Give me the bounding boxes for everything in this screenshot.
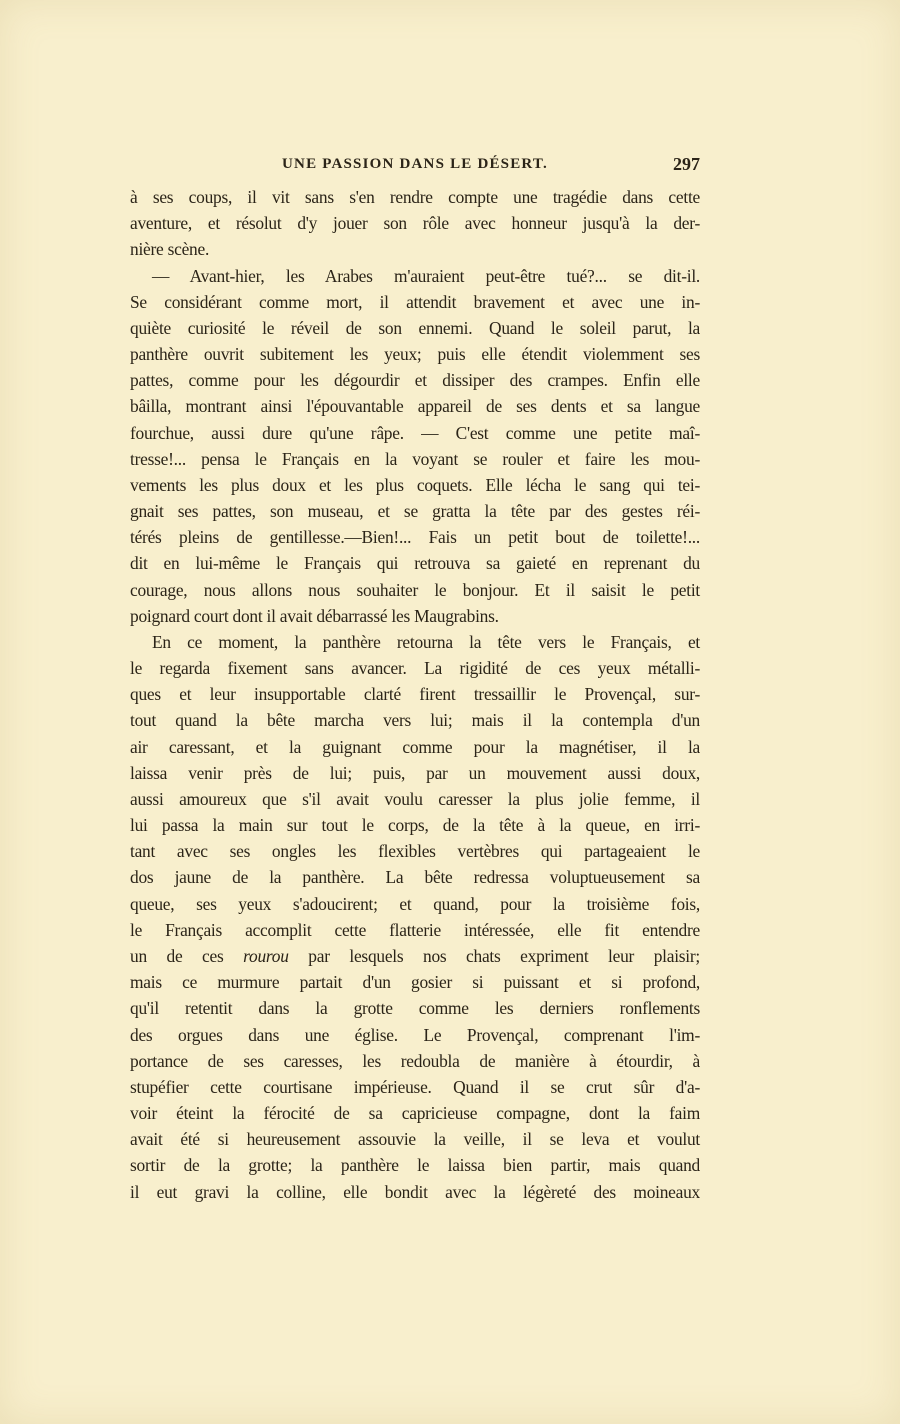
- text-line: vements les plus doux et les plus coquets. Elle lécha le sang qui tei-: [130, 474, 700, 495]
- text-line: térés pleins de gentillesse.—Bien!... Fais un petit bout de toilette!...: [130, 527, 700, 548]
- text-line: gnait ses pattes, son museau, et se gratta la tête par des gestes réi-: [130, 501, 700, 522]
- text-line: lui passa la main sur tout le corps, de la tête à la queue, en irri-: [130, 815, 700, 836]
- text-line: [130, 943, 700, 969]
- text-line: — Avant-hier, les Arabes m'auraient peut-être tué?... se dit-il.: [152, 265, 700, 286]
- text-line: aventure, et résolut d'y jouer son rôle avec honneur jusqu'à la der-: [130, 213, 700, 234]
- text-line: avait été si heureusement assouvie la veille, il se leva et voulut: [130, 1129, 700, 1150]
- text-line: quiète curiosité le réveil de son ennemi. Quand le soleil parut, la: [130, 317, 700, 338]
- text-line: tant avec ses ongles les flexibles vertèbres qui partageaient le: [130, 841, 700, 862]
- text-line: poignard court dont il avait débarrassé les Maugrabins.: [130, 605, 499, 626]
- text-line: laissa venir près de lui; puis, par un mouvement aussi doux,: [130, 762, 700, 783]
- text-line: bâilla, montrant ainsi l'épouvantable appareil de ses dents et sa langue: [130, 396, 700, 417]
- text-line: fourchue, aussi dure qu'une râpe. — C'est comme une petite maî-: [130, 422, 700, 443]
- body-text: [130, 184, 700, 1205]
- text-line: voir éteint la férocité de sa capricieuse compagne, dont la faim: [130, 1103, 700, 1124]
- text-line: courage, nous allons nous souhaiter le bonjour. Et il saisit le petit: [130, 579, 700, 600]
- text-line: ques et leur insupportable clarté firent tressaillir le Provençal, sur-: [130, 684, 700, 705]
- text-line: sortir de la grotte; la panthère le laissa bien partir, mais quand: [130, 1155, 700, 1176]
- running-header: [130, 156, 700, 178]
- text-line: Se considérant comme mort, il attendit bravement et avec une in-: [130, 291, 700, 312]
- text-line: dit en lui-même le Français qui retrouva sa gaieté en reprenant du: [130, 553, 700, 574]
- text-line: En ce moment, la panthère retourna la tête vers le Français, et: [152, 631, 700, 652]
- text-line: panthère ouvrit subitement les yeux; puis elle étendit violemment ses: [130, 344, 700, 365]
- text-line: qu'il retentit dans la grotte comme les derniers ronflements: [130, 998, 700, 1019]
- page-number: 297: [673, 154, 700, 174]
- text-line: stupéfier cette courtisane impérieuse. Quand il se crut sûr d'a-: [130, 1076, 700, 1097]
- text-segment: par lesquels nos chats expriment leur plaisir;: [288, 945, 700, 966]
- text-line: air caressant, et la guignant comme pour la magnétiser, il la: [130, 736, 700, 757]
- text-line: à ses coups, il vit sans s'en rendre compte une tragédie dans cette: [130, 187, 700, 207]
- text-line: portance de ses caresses, les redoubla de manière à étourdir, à: [130, 1050, 700, 1071]
- text-line: tresse!... pensa le Français en la voyant se rouler et faire les mou-: [130, 448, 700, 469]
- text-line: aussi amoureux que s'il avait voulu caresser la plus jolie femme, il: [130, 788, 700, 809]
- text-line: pattes, comme pour les dégourdir et dissiper des crampes. Enfin elle: [130, 370, 700, 391]
- text-line: nière scène.: [130, 239, 210, 260]
- text-line: le regarda fixement sans avancer. La rigidité de ces yeux métalli-: [130, 658, 700, 679]
- text-line: tout quand la bête marcha vers lui; mais il la contempla d'un: [130, 710, 700, 731]
- italic-word: rourou: [243, 945, 289, 966]
- text-line: il eut gravi la colline, elle bondit avec la légèreté des moineaux: [130, 1181, 700, 1202]
- text-line: le Français accomplit cette flatterie intéressée, elle fit entendre: [130, 919, 700, 940]
- text-line: des orgues dans une église. Le Provençal, comprenant l'im-: [130, 1024, 700, 1045]
- text-line: queue, ses yeux s'adoucirent; et quand, pour la troisième fois,: [130, 893, 700, 914]
- text-segment: un de ces: [130, 945, 244, 966]
- running-title: UNE PASSION DANS LE DÉSERT.: [282, 156, 548, 172]
- text-line: mais ce murmure partait d'un gosier si puissant et si profond,: [130, 972, 700, 993]
- text-line: dos jaune de la panthère. La bête redressa voluptueusement sa: [130, 867, 700, 888]
